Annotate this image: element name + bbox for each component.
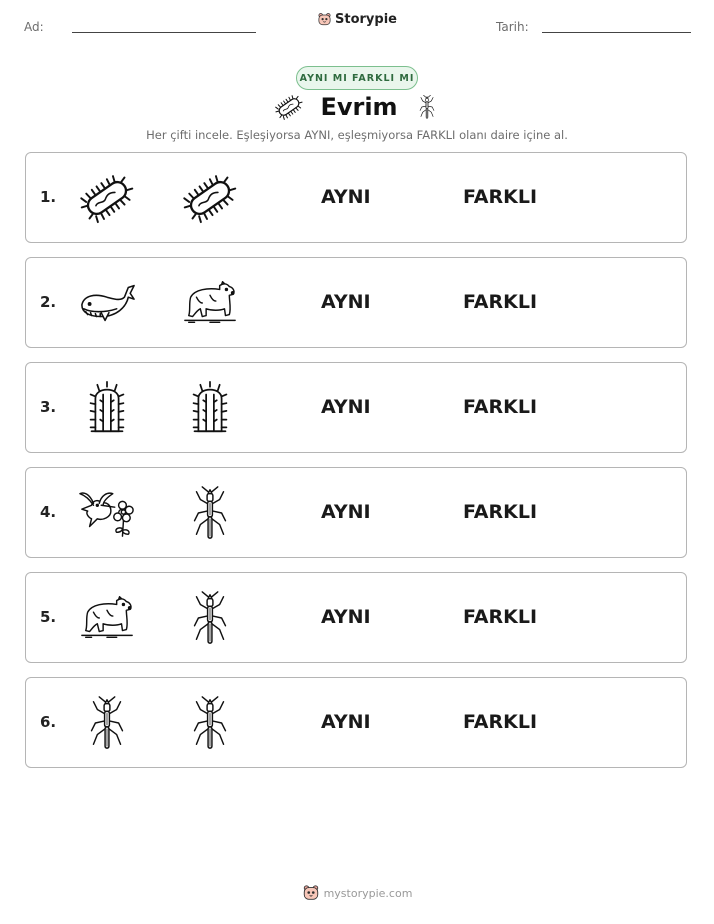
brand-name: Storypie (335, 12, 397, 27)
name-label: Ad: (24, 20, 44, 34)
stick-insect-icon (414, 92, 440, 122)
bacteria-icon (274, 92, 304, 122)
same-option[interactable]: AYNI (321, 396, 371, 418)
name-field[interactable] (72, 32, 256, 33)
date-field[interactable] (542, 32, 691, 33)
storypie-mascot-icon (302, 884, 320, 902)
different-option[interactable]: FARKLI (463, 711, 538, 733)
stick-insect-icon (181, 485, 239, 541)
exercise-row (25, 677, 687, 768)
footer-url: mystorypie.com (323, 886, 413, 900)
bacteria-icon (181, 170, 239, 226)
whale-icon (78, 275, 136, 331)
exercise-row (25, 572, 687, 663)
brand-logo (0, 12, 714, 27)
exercise-row (25, 467, 687, 558)
storypie-mascot-icon (317, 12, 332, 27)
stick-insect-icon (78, 695, 136, 751)
title-row (0, 92, 714, 122)
exercise-row (25, 152, 687, 243)
stick-insect-icon (181, 590, 239, 646)
same-option[interactable]: AYNI (321, 606, 371, 628)
different-option[interactable]: FARKLI (463, 396, 538, 418)
exercise-row (25, 257, 687, 348)
cactus-icon (78, 380, 136, 436)
row-number: 1. (40, 188, 57, 206)
polar-bear-icon (181, 275, 239, 331)
stick-insect-icon (181, 695, 239, 751)
same-option[interactable]: AYNI (321, 501, 371, 523)
cactus-icon (181, 380, 239, 436)
row-number: 6. (40, 713, 57, 731)
row-number: 5. (40, 608, 57, 626)
footer (0, 884, 714, 902)
different-option[interactable]: FARKLI (463, 291, 538, 313)
date-label: Tarih: (496, 20, 529, 34)
different-option[interactable]: FARKLI (463, 606, 538, 628)
hummingbird-icon (78, 485, 136, 541)
same-option[interactable]: AYNI (321, 291, 371, 313)
row-number: 2. (40, 293, 57, 311)
same-option[interactable]: AYNI (321, 711, 371, 733)
different-option[interactable]: FARKLI (463, 501, 538, 523)
row-number: 4. (40, 503, 57, 521)
different-option[interactable]: FARKLI (463, 186, 538, 208)
bacteria-icon (78, 170, 136, 226)
instructions: Her çifti incele. Eşleşiyorsa AYNI, eşleşmiyorsa FARKLI olanı daire içine al. (146, 128, 568, 142)
same-option[interactable]: AYNI (321, 186, 371, 208)
page-title: Evrim (320, 93, 398, 121)
polar-bear-icon (78, 590, 136, 646)
row-number: 3. (40, 398, 57, 416)
exercise-row (25, 362, 687, 453)
activity-badge: AYNI MI FARKLI MI (296, 66, 418, 90)
